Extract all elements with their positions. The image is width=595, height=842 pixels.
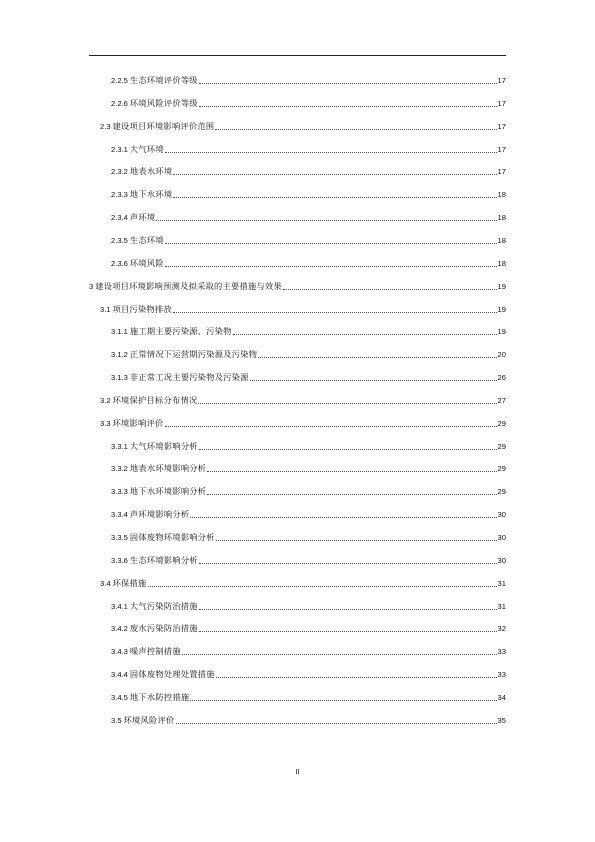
toc-entry-number: 3.1.2 xyxy=(111,350,128,360)
toc-entry-title: 建设项目环境影响预测及拟采取的主要措施与效果 xyxy=(95,281,282,291)
toc-dot-leader xyxy=(165,243,497,244)
toc-entry-page: 33 xyxy=(497,670,506,680)
toc-entry-title: 生态环境评价等级 xyxy=(129,76,198,85)
toc-dot-leader xyxy=(165,152,497,153)
toc-entry-title: 地下水环境影响分析 xyxy=(129,487,207,497)
toc-entry-page: 27 xyxy=(497,395,506,405)
toc-dot-leader xyxy=(250,380,497,381)
toc-entry[interactable] xyxy=(100,301,506,315)
toc-dot-leader xyxy=(173,197,496,198)
toc-entry[interactable] xyxy=(111,506,506,520)
toc-entry-number: 3 xyxy=(89,281,94,291)
toc-entry-page: 19 xyxy=(497,281,506,291)
toc-entry-page: 30 xyxy=(497,533,506,542)
toc-entry[interactable] xyxy=(111,232,506,246)
toc-entry-page: 32 xyxy=(497,624,506,634)
toc-entry-number: 3.5 xyxy=(111,715,122,725)
toc-entry-title: 地表水环境 xyxy=(129,167,173,177)
toc-dot-leader xyxy=(199,83,497,84)
toc-entry-number: 3.1.1 xyxy=(111,327,128,337)
toc-dot-leader xyxy=(207,494,496,495)
toc-entry-title: 生态环境影响分析 xyxy=(129,555,198,565)
toc-entry-number: 3.4 xyxy=(100,578,111,588)
toc-entry-page: 18 xyxy=(497,235,506,245)
toc-entry-title: 地下水防控措施 xyxy=(129,692,190,702)
toc-entry[interactable] xyxy=(111,255,506,269)
toc-entry[interactable] xyxy=(111,666,506,680)
toc-entry[interactable] xyxy=(111,598,506,612)
toc-entry[interactable] xyxy=(111,186,506,200)
toc-entry-page: 19 xyxy=(497,327,506,337)
toc-dot-leader xyxy=(199,106,497,107)
toc-entry-number: 3.1.3 xyxy=(111,373,128,383)
toc-entry[interactable] xyxy=(100,575,506,589)
toc-entry-page: 18 xyxy=(497,258,506,268)
toc-entry[interactable] xyxy=(111,323,506,337)
toc-entry[interactable] xyxy=(111,460,506,474)
toc-entry-number: 3.3.5 xyxy=(111,533,128,542)
toc-entry-number: 3.4.5 xyxy=(111,692,128,702)
toc-entry-number: 3.3.4 xyxy=(111,510,128,520)
toc-entry[interactable] xyxy=(100,118,506,132)
toc-entry[interactable] xyxy=(111,552,506,566)
toc-dot-leader xyxy=(190,700,496,701)
toc-entry[interactable] xyxy=(111,483,506,497)
toc-entry-number: 3.4.2 xyxy=(111,624,128,634)
toc-entry-page: 17 xyxy=(497,167,506,177)
toc-entry-number: 3.3.1 xyxy=(111,441,128,451)
toc-entry-page: 29 xyxy=(497,418,506,428)
toc-dot-leader xyxy=(156,220,496,221)
toc-entry[interactable] xyxy=(100,415,506,429)
toc-entry[interactable] xyxy=(111,369,506,383)
toc-entry-number: 3.3 xyxy=(100,418,111,428)
toc-dot-leader xyxy=(199,449,497,450)
toc-entry-number: 3.3.6 xyxy=(111,555,128,565)
toc-entry-title: 地下水环境 xyxy=(129,190,173,200)
toc-entry-title: 地表水环境影响分析 xyxy=(129,464,207,474)
toc-dot-leader xyxy=(165,426,497,427)
toc-entry-title: 声环境 xyxy=(129,213,156,223)
toc-entry-page: 18 xyxy=(497,213,506,223)
toc-entry-title: 环保措施 xyxy=(112,578,147,588)
toc-entry-page: 20 xyxy=(497,350,506,360)
toc-entry-title: 施工期主要污染源、污染物 xyxy=(129,327,232,337)
toc-entry-title: 建设项目环境影响评价范围 xyxy=(112,121,215,131)
toc-entry-number: 3.4.1 xyxy=(111,601,128,611)
toc-entry-title: 声环境影响分析 xyxy=(129,510,190,520)
toc-entry-number: 2.3.5 xyxy=(111,235,128,245)
toc-entry-page: 19 xyxy=(497,304,506,314)
toc-entry[interactable] xyxy=(111,209,506,223)
toc-dot-leader xyxy=(199,609,497,610)
toc-entry[interactable] xyxy=(111,163,506,177)
toc-entry-title: 大气环境 xyxy=(129,144,164,154)
toc-entry-page: 17 xyxy=(497,76,506,85)
toc-entry-title: 生态环境 xyxy=(129,235,164,245)
toc-entry-number: 2.3.3 xyxy=(111,190,128,200)
toc-entry-number: 2.3.4 xyxy=(111,213,128,223)
toc-entry[interactable] xyxy=(111,346,506,360)
header-rule xyxy=(89,55,506,56)
toc-entry[interactable] xyxy=(111,438,506,452)
toc-dot-leader xyxy=(207,471,496,472)
toc-entry[interactable] xyxy=(111,72,506,86)
toc-dot-leader xyxy=(176,723,497,724)
toc-entry-number: 2.3 xyxy=(100,121,111,131)
toc-entry-number: 3.3.2 xyxy=(111,464,128,474)
toc-entry-page: 29 xyxy=(497,441,506,451)
toc-entry[interactable] xyxy=(89,278,506,292)
toc-entry-page: 31 xyxy=(497,601,506,611)
toc-entry-page: 17 xyxy=(497,98,506,108)
toc-dot-leader xyxy=(216,677,497,678)
toc-entry-page: 29 xyxy=(497,487,506,497)
toc-entry-title: 环境影响评价 xyxy=(112,418,164,428)
toc-dot-leader xyxy=(258,357,496,358)
toc-dot-leader xyxy=(173,312,497,313)
toc-entry-title: 大气环境影响分析 xyxy=(129,441,198,451)
toc-dot-leader xyxy=(190,517,496,518)
toc-dot-leader xyxy=(148,586,497,587)
toc-entry-page: 30 xyxy=(497,510,506,520)
toc-entry-number: 2.2.6 xyxy=(111,98,128,108)
toc-entry[interactable] xyxy=(111,689,506,703)
toc-entry-title: 大气污染防治措施 xyxy=(129,601,198,611)
toc-entry-number: 2.2.5 xyxy=(111,76,128,85)
toc-entry-page: 31 xyxy=(497,578,506,588)
toc-entry-page: 33 xyxy=(497,647,506,657)
toc-entry-title: 环境风险 xyxy=(129,258,164,268)
toc-entry-number: 2.3.2 xyxy=(111,167,128,177)
toc-entry-page: 17 xyxy=(497,121,506,131)
toc-entry-page: 34 xyxy=(497,692,506,702)
toc-dot-leader xyxy=(182,654,497,655)
toc-entry-title: 废水污染防治措施 xyxy=(129,624,198,634)
toc-entry-number: 3.3.3 xyxy=(111,487,128,497)
toc-dot-leader xyxy=(199,563,497,564)
toc-dot-leader xyxy=(198,403,496,404)
toc-entry-title: 项目污染物排放 xyxy=(112,304,172,314)
toc-entry[interactable] xyxy=(111,712,506,726)
toc-entry-page: 30 xyxy=(497,555,506,565)
toc-entry-number: 3.4.3 xyxy=(111,647,128,657)
toc-entry-title: 非正常工况主要污染物及污染源 xyxy=(129,373,249,383)
toc-entry[interactable] xyxy=(111,643,506,657)
toc-entry-title: 固体废物处理处置措施 xyxy=(129,670,215,680)
toc-entry-title: 正常情况下运营期污染源及污染物 xyxy=(129,350,258,360)
toc-dot-leader xyxy=(216,540,497,541)
toc-dot-leader xyxy=(233,334,497,335)
toc-dot-leader xyxy=(283,289,497,290)
toc-entry[interactable] xyxy=(111,529,506,543)
toc-dot-leader xyxy=(215,129,496,130)
toc-dot-leader xyxy=(173,174,496,175)
toc-entry-number: 3.2 xyxy=(100,395,111,405)
toc-entry[interactable] xyxy=(100,392,506,406)
toc-entry[interactable] xyxy=(111,95,506,109)
toc-entry-page: 18 xyxy=(497,190,506,200)
toc-entry-number: 3.1 xyxy=(100,304,111,314)
toc-entry-page: 35 xyxy=(497,715,506,725)
toc-entry-title: 固体废物环境影响分析 xyxy=(129,533,215,542)
toc-entry-title: 环境保护目标分布情况 xyxy=(112,395,198,405)
toc-entry-page: 17 xyxy=(497,144,506,154)
toc-entry-page: 29 xyxy=(497,464,506,474)
toc-entry-number: 3.4.4 xyxy=(111,670,128,680)
toc-entry-title: 噪声控制措施 xyxy=(129,647,181,657)
toc-dot-leader xyxy=(165,266,497,267)
toc-entry-title: 环境风险评价 xyxy=(123,715,175,725)
toc-dot-leader xyxy=(199,631,497,632)
page-number: II xyxy=(295,767,300,776)
toc-entry-number: 2.3.1 xyxy=(111,144,128,154)
toc-entry-page: 26 xyxy=(497,373,506,383)
toc-entry-number: 2.3.6 xyxy=(111,258,128,268)
toc-entry[interactable] xyxy=(111,620,506,634)
toc-entry-title: 环境风险评价等级 xyxy=(129,98,198,108)
toc-entry[interactable] xyxy=(111,141,506,155)
